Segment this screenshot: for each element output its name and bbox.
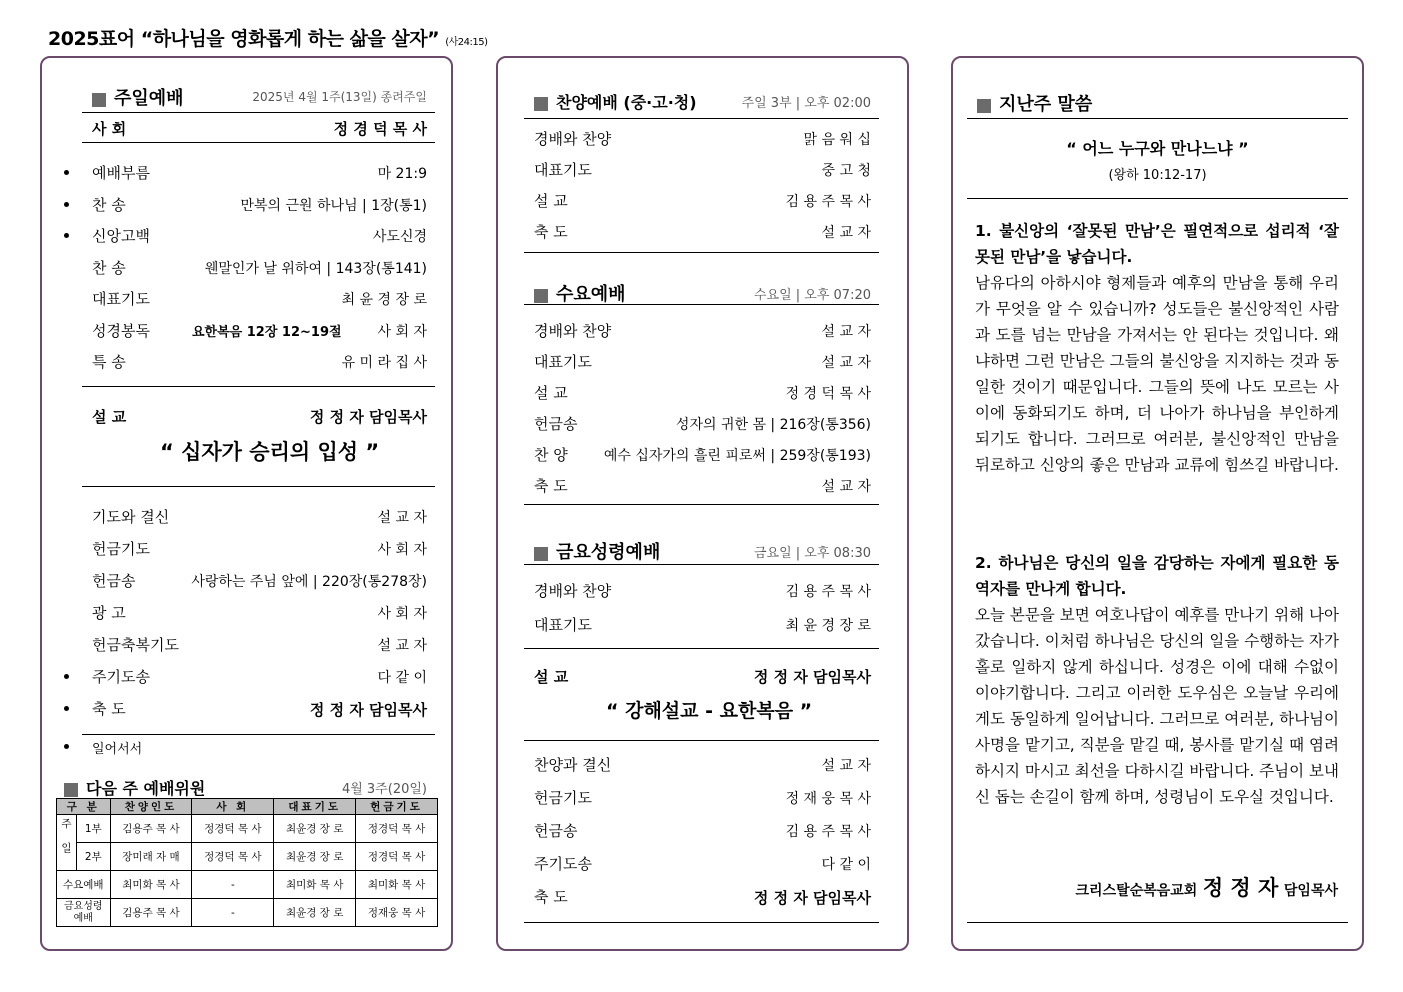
- order-item-value: 사 회 자: [377, 606, 427, 622]
- paragraph-1-head: 1. 불신앙의 ‘잘못된 만남’은 필연적으로 섭리적 ‘잘못된 만남’을 낳습니다.: [975, 222, 1339, 266]
- divider: [524, 118, 879, 119]
- order-item-value: 예수 십자가의 흘린 피로써 | 259장(통193): [603, 448, 871, 464]
- friday-time: 금요일 | 오후 08:30: [753, 546, 871, 561]
- order-item-label: 찬 양: [534, 446, 568, 464]
- order-item-value: 유 미 라 집 사: [341, 355, 427, 371]
- order-item-label: 축 도: [534, 223, 568, 241]
- divider: [967, 198, 1348, 199]
- header-ref: (사24:15): [445, 37, 488, 48]
- order-item-label: 찬 송: [92, 195, 126, 214]
- roster-cell: 최윤경 장 로: [274, 899, 356, 927]
- lastweek-sermon-title: “ 어느 누구와 만나느냐 ”: [1066, 139, 1249, 158]
- square-icon: [64, 783, 78, 797]
- roster-cell: -: [192, 871, 274, 899]
- divider: [82, 142, 435, 143]
- roster-cell: -: [192, 899, 274, 927]
- lastweek-panel: [951, 56, 1364, 951]
- order-item-label: 설 교: [534, 192, 568, 210]
- order-item-label: 주기도송: [534, 855, 592, 873]
- square-icon: [534, 97, 548, 111]
- order-item-label: 대표기도: [534, 161, 592, 179]
- order-item-value: 최 윤 경 장 로: [341, 292, 427, 308]
- roster-cell: 정경덕 목 사: [356, 843, 438, 871]
- square-icon: [977, 99, 991, 113]
- friday-sermon-label: 설 교: [534, 668, 569, 686]
- order-item-value: 설 교 자: [821, 758, 871, 774]
- order-item-label: 축 도: [534, 477, 568, 495]
- order-item-label: 대표기도: [92, 290, 150, 308]
- sunday-header: 주일예배: [92, 84, 184, 110]
- order-item-value: 설 교 자: [821, 324, 871, 340]
- roster-cell: 장미래 자 매: [110, 843, 192, 871]
- order-item-label: 신앙고백: [92, 227, 150, 245]
- order-item-label: 축 도: [534, 888, 568, 906]
- order-item-value: 사도신경: [372, 229, 427, 245]
- order-item-label: 헌금송: [534, 415, 578, 433]
- table-row: [57, 815, 438, 843]
- paragraph-1-body: 남유다의 아하시야 형제들과 예후의 만남을 통해 우리가 무엇을 알 수 있습니까? 성도들은 불신앙적인 사람과 도를 넘는 만남을 가져서는 안 된다는 것입니다. 왜냐하면 그런 만남은 그들의 불신앙을 지지하는 것과 동일한 것이기 때문입니다. 그들의 뜻에 나도 모르는 사이에 동화되기도 하며, 더 나아가 하나님을 부인하게 되기도 합니다. 그러므로 여러분, 불신앙적인 만남을 뒤로하고 신앙의 좋은 만남과 교류에 힘쓰길 바랍니다.: [975, 274, 1339, 474]
- table-row: [57, 871, 438, 899]
- lastweek-header: 지난주 말씀: [977, 90, 1092, 116]
- order-item-value: 사 회 자: [377, 323, 427, 340]
- signature: [1076, 872, 1338, 902]
- order-item-value: 사랑하는 주님 앞에 | 220장(통278장): [191, 574, 427, 590]
- order-item-label: 광 고: [92, 604, 126, 622]
- weekday-panel: [496, 56, 909, 951]
- order-item-label: 특 송: [92, 353, 126, 371]
- order-item-label: 대표기도: [534, 616, 592, 634]
- divider: [524, 648, 879, 649]
- order-item-value: 웬말인가 날 위하여 | 143장(통141): [204, 260, 427, 277]
- roster-cell: 정경덕 목 사: [356, 815, 438, 843]
- order-item-reference: 요한복음 12장 12~19절: [192, 324, 342, 340]
- lastweek-sermon-ref: (왕하 10:12-17): [1108, 168, 1207, 183]
- table-row: [57, 899, 438, 927]
- order-item-value: 설 교 자: [377, 510, 427, 526]
- divider: [524, 504, 879, 505]
- roster-cell: 정재웅 목 사: [356, 899, 438, 927]
- order-item-value: 설 교 자: [821, 225, 871, 241]
- order-item-value: 맑 음 워 십: [803, 132, 871, 148]
- paragraph-2-body: 오늘 본문을 보면 여호나답이 예후를 만나기 위해 나아갔습니다. 이처럼 하나님은 당신의 일을 수행하는 자가 홀로 일하지 않게 하십니다. 성경은 이에 대해 수없이 이야기합니다. 그리고 이러한 도우심은 오늘날 우리에게도 동일하게 일어납니다. 그러므로 여러분, 하나님이 사명을 맡기고, 직분을 맡길 때, 봉사를 맡기실 때 염려하시지 마시고 최선을 다하시길 바랍니다. 주님이 보내신 돕는 손길이 함께 하며, 성령님이 도우실 것입니다.: [975, 606, 1339, 806]
- order-item-label: 축 도: [92, 700, 126, 718]
- order-item-value: 정 정 자 담임목사: [309, 701, 427, 719]
- order-item-label: 기도와 결신: [92, 508, 170, 526]
- order-item-value: 중 고 청: [821, 163, 871, 179]
- friday-sermon-preacher: 정 정 자 담임목사: [753, 668, 871, 686]
- bullet-icon: [64, 170, 69, 175]
- order-item-label: 헌금기도: [534, 789, 592, 807]
- roster-header: 다음 주 예배위원: [64, 776, 205, 799]
- roster-cell: 최미화 목 사: [356, 871, 438, 899]
- roster-header-cell: 사 회: [192, 799, 274, 815]
- wednesday-header: 수요예배: [534, 280, 626, 306]
- divider: [524, 564, 879, 565]
- order-item-label: 경배와 찬양: [534, 582, 612, 600]
- order-item-label: 경배와 찬양: [534, 130, 612, 148]
- friday-header: 금요성령예배: [534, 538, 660, 564]
- standing-note: 일어서서: [92, 742, 143, 757]
- roster-header-cell: 찬양인도: [110, 799, 192, 815]
- divider: [967, 922, 1348, 923]
- signature-name: 정 정 자: [1202, 876, 1279, 900]
- roster-cell: 정경덕 목 사: [192, 843, 274, 871]
- divider: [82, 112, 435, 113]
- leader-value: 정 경 덕 목 사: [333, 120, 427, 138]
- order-item-label: 경배와 찬양: [534, 322, 612, 340]
- divider: [82, 386, 435, 387]
- sermon-label: 설 교: [92, 408, 127, 426]
- order-item-value: 다 같 이: [377, 670, 427, 686]
- paragraph-2-head: 2. 하나님은 당신의 일을 감당하는 자에게 필요한 동역자를 만나게 합니다.: [975, 554, 1339, 598]
- bullet-icon: [64, 674, 69, 679]
- order-item-label: 헌금송: [92, 572, 136, 590]
- roster-cell: 최미화 목 사: [110, 871, 192, 899]
- order-item-label: 설 교: [534, 384, 568, 402]
- leader-label: 사 회: [92, 120, 127, 138]
- order-item-value: 정 경 덕 목 사: [785, 386, 871, 402]
- divider: [524, 922, 879, 923]
- roster-header-cell: 대표기도: [274, 799, 356, 815]
- roster-table: [56, 798, 438, 927]
- roster-cell: 정경덕 목 사: [192, 815, 274, 843]
- order-item-label: 성경봉독: [92, 321, 150, 340]
- order-item-value: 정 재 웅 목 사: [785, 791, 871, 807]
- order-item-value: 설 교 자: [377, 638, 427, 654]
- bullet-icon: [64, 233, 69, 238]
- divider: [524, 252, 879, 253]
- roster-cell: 수요예배: [57, 871, 111, 899]
- youth-header: 찬양예배 (중·고·청): [534, 90, 697, 113]
- order-item-value: 설 교 자: [821, 479, 871, 495]
- roster-group: 주일: [57, 815, 77, 871]
- page-title: 2025표어 “하나님을 영화롭게 하는 삶을 살자” (사24:15): [48, 28, 488, 50]
- order-item-label: 주기도송: [92, 668, 150, 686]
- roster-cell: 1부: [77, 815, 111, 843]
- roster-cell: 김용주 목 사: [110, 815, 192, 843]
- table-row: [57, 843, 438, 871]
- order-item-value: 만복의 근원 하나님 | 1장(통1): [240, 197, 427, 214]
- bullet-icon: [64, 706, 69, 711]
- roster-cell: 2부: [77, 843, 111, 871]
- roster-cell: 김용주 목 사: [110, 899, 192, 927]
- divider: [524, 304, 879, 305]
- order-item-value: 설 교 자: [821, 355, 871, 371]
- order-item-label: 대표기도: [534, 353, 592, 371]
- order-item-value: 최 윤 경 장 로: [785, 618, 871, 634]
- signature-title: 담임목사: [1283, 883, 1338, 899]
- order-item-value: 다 같 이: [821, 857, 871, 873]
- order-item-value: 김 용 주 목 사: [785, 194, 871, 210]
- order-item-value: 김 용 주 목 사: [785, 584, 871, 600]
- order-item-label: 헌금기도: [92, 540, 150, 558]
- order-item-value: 사 회 자: [377, 542, 427, 558]
- square-icon: [534, 547, 548, 561]
- paragraph-2: [975, 550, 1339, 810]
- roster-cell: 금요성령 예배: [57, 899, 111, 927]
- sunday-panel: [40, 56, 453, 951]
- order-item-label: 예배부름: [92, 164, 150, 182]
- order-item-label: 찬양과 결신: [534, 756, 612, 774]
- order-item-label: 헌금축복기도: [92, 636, 179, 654]
- roster-cell: 최윤경 장 로: [274, 815, 356, 843]
- order-item-label: 헌금송: [534, 822, 578, 840]
- roster-date: 4월 3주(20일): [341, 782, 427, 797]
- order-item-label: 찬 송: [92, 258, 126, 277]
- roster-cell: 최미화 목 사: [274, 871, 356, 899]
- youth-time: 주일 3부 | 오후 02:00: [741, 96, 871, 111]
- divider: [524, 740, 879, 741]
- divider: [82, 486, 435, 487]
- square-icon: [534, 289, 548, 303]
- sermon-title: “ 십자가 승리의 입성 ”: [160, 440, 380, 464]
- paragraph-1: [975, 218, 1339, 478]
- signature-church: 크리스탈순복음교회: [1075, 883, 1198, 899]
- roster-cell: 최윤경 장 로: [274, 843, 356, 871]
- divider: [967, 118, 1348, 119]
- order-item-value: 성자의 귀한 몸 | 216장(통356): [675, 417, 871, 433]
- sermon-preacher: 정 정 자 담임목사: [309, 408, 427, 426]
- bullet-icon: [64, 202, 69, 207]
- square-icon: [92, 93, 106, 107]
- sunday-date: 2025년 4월 1주(13일) 종려주일: [252, 90, 427, 104]
- bullet-icon: [64, 744, 69, 749]
- wednesday-time: 수요일 | 오후 07:20: [753, 288, 871, 303]
- friday-sermon-title: “ 강해설교 - 요한복음 ”: [606, 700, 813, 722]
- order-item-value: 김 용 주 목 사: [785, 824, 871, 840]
- order-item-value: 정 정 자 담임목사: [753, 889, 871, 907]
- roster-header-cell: 구 분: [57, 799, 111, 815]
- order-item-value: 마 21:9: [377, 166, 427, 182]
- divider: [82, 734, 435, 735]
- roster-header-cell: 헌금기도: [356, 799, 438, 815]
